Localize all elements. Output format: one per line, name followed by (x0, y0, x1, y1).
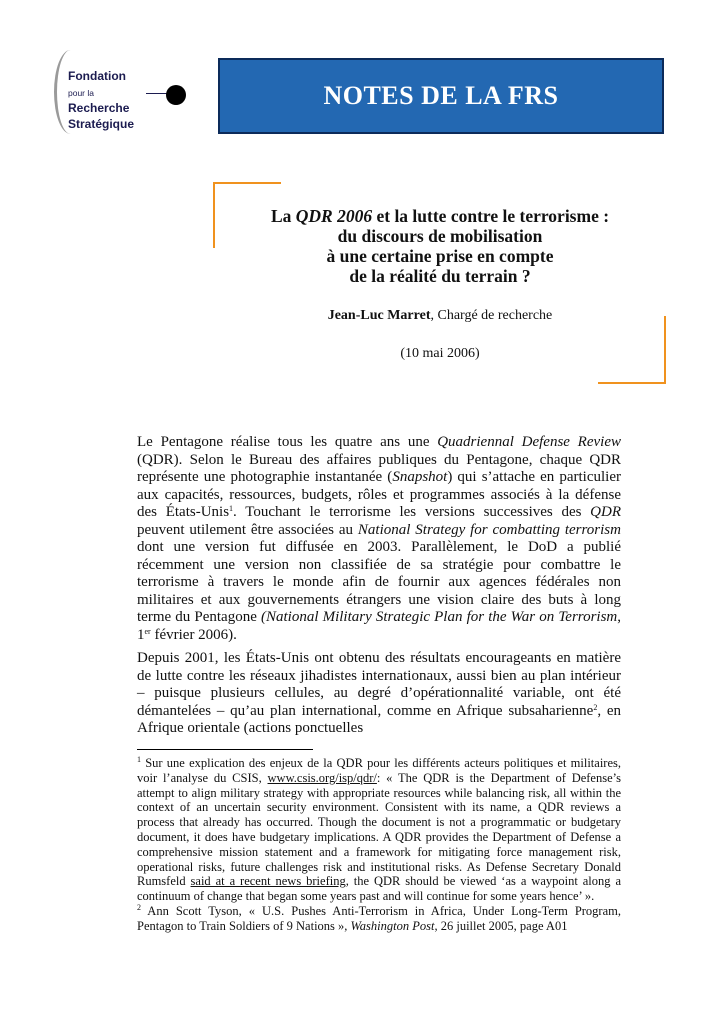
document-title (220, 206, 660, 286)
logo-dot (166, 85, 186, 105)
footnote-divider (137, 749, 313, 750)
author-name: Jean-Luc Marret (327, 308, 431, 323)
logo-recherche: Recherche (68, 101, 130, 115)
title-line1-em: QDR 2006 (295, 206, 373, 226)
logo-strategique: Stratégique (68, 117, 135, 131)
publication-date: (10 mai 2006) (400, 346, 480, 361)
csis-link[interactable]: www.csis.org/isp/qdr/ (267, 770, 377, 785)
news-briefing-link[interactable]: said at a recent news briefing (190, 874, 346, 889)
frs-logo (68, 68, 134, 132)
body-paragraph-1: Le Pentagone réalise tous les quatre ans une Quadriennal Defense Review (QDR). Selon le Bureau des affaires publiques du Pentagone, chaque QDR représente une photographie instantanée (Snapshot) qui s’attache en particulier aux capacités, ressources, budgets, rôles et programmes associés à la défense des États-Unis$^1$. Touchant le terrorisme les versions successives des QDR peuvent utilement être associées au National Strategy for combatting terrorism dont une version fut diffusée en 2003. Parallèlement, le DoD a publié récemment une version non classifiée de sa stratégie pour combattre le terrorisme à travers le monde afin de fournir aux agences fédérales non militaires et aux gouvernements étrangers une vision claire des buts à long terme du Pentagone (National Military Strategic Plan for the War on Terrorism, 1er février 2006). (137, 434, 621, 643)
banner-title: NOTES DE LA FRS (323, 81, 559, 110)
title-line1-post: et la lutte contre le terrorisme : (372, 206, 610, 226)
header-banner (218, 58, 664, 134)
author-line (220, 308, 660, 324)
title-line4: de la réalité du terrain ? (349, 266, 531, 286)
logo-pour-la: pour la (68, 88, 94, 98)
author-role: , Chargé de recherche (430, 308, 553, 323)
body-paragraph-2: Depuis 2001, les États-Unis ont obtenu des résultats encourageants en matière de lutte contre les réseaux jihadistes internationaux, aussi bien au plan intérieur – puisque plusieurs cellules, au degré d’opérationnalité variable, ont été démantelées – qu’au plan international, comme en Afrique subsaharienne$^2$, en Afrique orientale (actions ponctuelles (137, 650, 621, 736)
footnote-2: $^2$ Ann Scott Tyson, « U.S. Pushes Anti-Terrorism in Africa, Under Long-Term Program, Pentagon to Train Soldiers of 9 Nations », Washington Post, 26 juillet 2005, page A01 (137, 902, 621, 933)
footnote-1: $^1$ Sur une explication des enjeux de la QDR pour les différents acteurs politiques et militaires, voir l’analyse du CSIS, www.csis.org/isp/qdr/: « The QDR is the Department of Defense’s attempt to align military strategy with appropriate resources while balancing risk, all within the context of an uncertain security environment. Consistent with its name, a QDR reviews a process that already has occurred. Though the document is not a programmatic or budgetary document, it does have budgetary implications. A QDR provides the Department of Defense a comprehensive mission statement and a framework for mitigating force management risk, operational risks, future challenges risk and institutional risks. As Defense Secretary Donald Rumsfeld said at a recent news briefing, the QDR should be viewed ‘as a waypoint along a continuum of change that began some years past and will continue for some years hence’ ». (137, 755, 622, 904)
footnote-ref-2[interactable]: 2 (593, 702, 598, 712)
title-line3: à une certaine prise en compte (326, 246, 554, 266)
title-line2: du discours de mobilisation (337, 226, 543, 246)
footnotes (137, 756, 621, 934)
logo-fondation: Fondation (68, 69, 126, 83)
title-line1-pre: La (270, 206, 296, 226)
footnote-ref-1[interactable]: 1 (229, 504, 234, 513)
